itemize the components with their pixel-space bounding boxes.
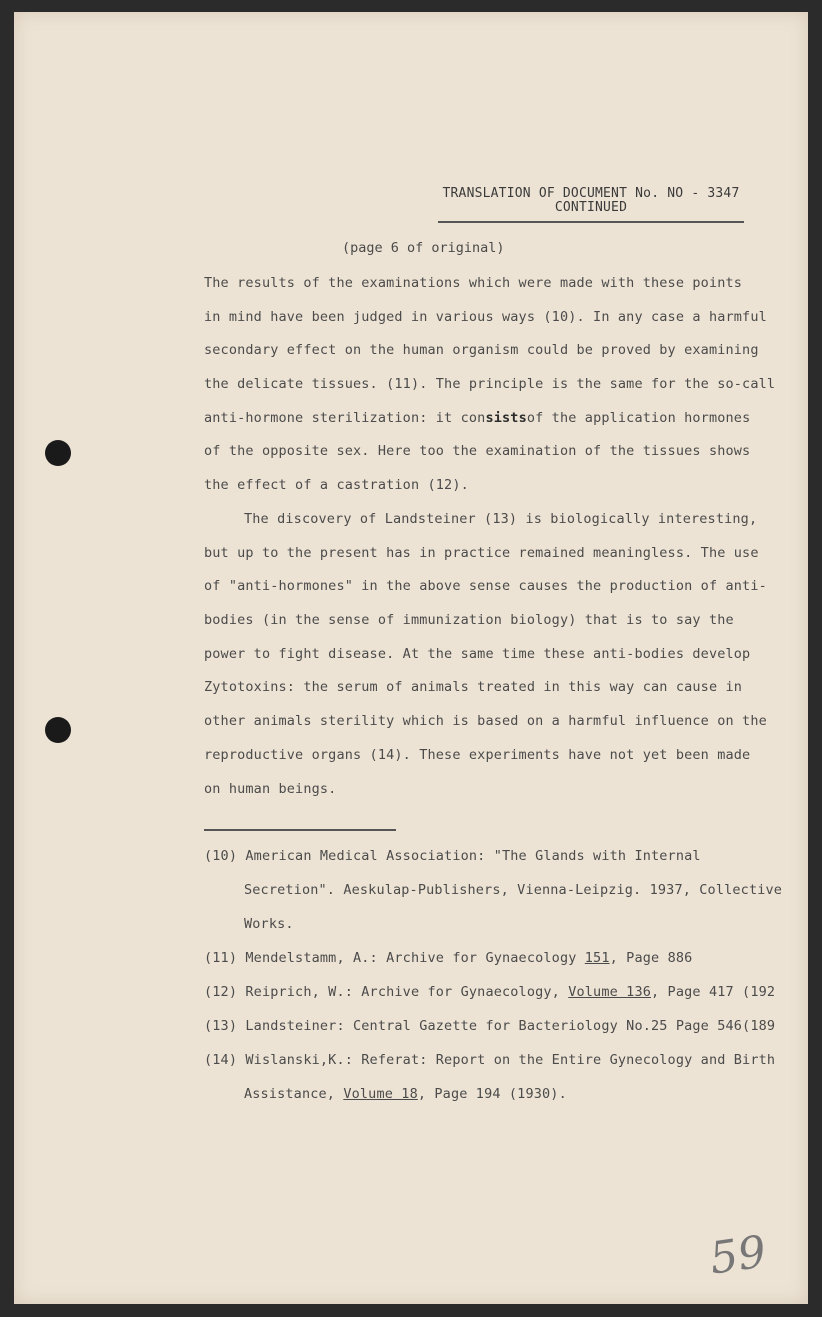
footnote-10-continued: Secretion". Aeskulap-Publishers, Vienna-Leipzig. 1937, Collective xyxy=(244,882,783,898)
underlined-text: Volume 18 xyxy=(343,1086,418,1102)
text-line: Zytotoxins: the serum of animals treated in this way can cause in xyxy=(204,679,743,696)
header-title: TRANSLATION OF DOCUMENT No. NO - 3347 xyxy=(442,186,740,201)
text-segment: (12) Reiprich, W.: Archive for Gynaecology, xyxy=(204,984,569,1000)
text-segment: (11) Mendelstamm, A.: Archive for Gynaecology xyxy=(204,950,585,966)
page-of-original-note: (page 6 of original) xyxy=(342,240,505,256)
header-subtitle: CONTINUED xyxy=(554,200,628,215)
text-segment: Assistance, xyxy=(244,1086,344,1102)
text-line: secondary effect on the human organism could be proved by examining xyxy=(204,342,759,359)
footnote-11 xyxy=(204,941,784,975)
text-line: in mind have been judged in various ways (10). In any case a harmful xyxy=(204,308,767,325)
text-segment: , Page 886 xyxy=(609,950,693,966)
text-line: The results of the examinations which were made with these points xyxy=(204,275,743,291)
text-line: of the opposite sex. Here too the examination of the tissues shows xyxy=(204,443,751,460)
punch-hole-top xyxy=(45,440,71,466)
footnote-14-continued xyxy=(204,1077,784,1111)
punch-hole-bottom xyxy=(45,717,71,743)
footnote-13: (13) Landsteiner: Central Gazette for Bacteriology No.25 Page 546(189 xyxy=(204,1018,776,1034)
text-line: reproductive organs (14). These experiments have not yet been made xyxy=(204,746,751,763)
text-line: but up to the present has in practice remained meaningless. The use xyxy=(204,544,759,561)
document-page xyxy=(14,12,808,1304)
footnote-10: (10) American Medical Association: "The Glands with Internal xyxy=(204,848,701,864)
header-underline xyxy=(438,221,744,223)
text-line: other animals sterility which is based on a harmful influence on the xyxy=(204,713,767,730)
footnotes xyxy=(204,839,784,1111)
footnote-12 xyxy=(204,975,784,1009)
underlined-text: Volume 136 xyxy=(568,984,651,1000)
text-line: bodies (in the sense of immunization biology) that is to say the xyxy=(204,612,734,629)
text-segment: , Page 417 (192 xyxy=(651,984,776,1000)
text-line: of "anti-hormones" in the above sense causes the production of anti- xyxy=(204,578,767,595)
text-line: on human beings. xyxy=(204,780,337,797)
paragraph-2 xyxy=(204,503,784,806)
underlined-text: 151 xyxy=(584,950,610,966)
footnote-10-continued: Works. xyxy=(244,916,294,932)
text-segment: anti-hormone sterilization: it con xyxy=(204,409,486,426)
text-line: the effect of a castration (12). xyxy=(204,477,469,494)
text-segment: , Page 194 (1930). xyxy=(417,1086,567,1102)
footnote-separator xyxy=(204,829,396,831)
document-header xyxy=(438,187,744,215)
text-line: the delicate tissues. (11). The principle is the same for the so-call xyxy=(204,376,776,393)
paragraph-1 xyxy=(204,267,784,503)
text-line: The discovery of Landsteiner (13) is biologically interesting, xyxy=(244,511,758,527)
handwritten-page-number: 59 xyxy=(706,1226,770,1285)
text-line xyxy=(204,402,784,436)
text-segment: of the application hormones xyxy=(526,409,751,426)
footnote-14: (14) Wislanski,K.: Referat: Report on the Entire Gynecology and Birth xyxy=(204,1052,776,1068)
overstruck-text: sists xyxy=(485,409,527,426)
text-line: power to fight disease. At the same time these anti-bodies develop xyxy=(204,645,751,662)
